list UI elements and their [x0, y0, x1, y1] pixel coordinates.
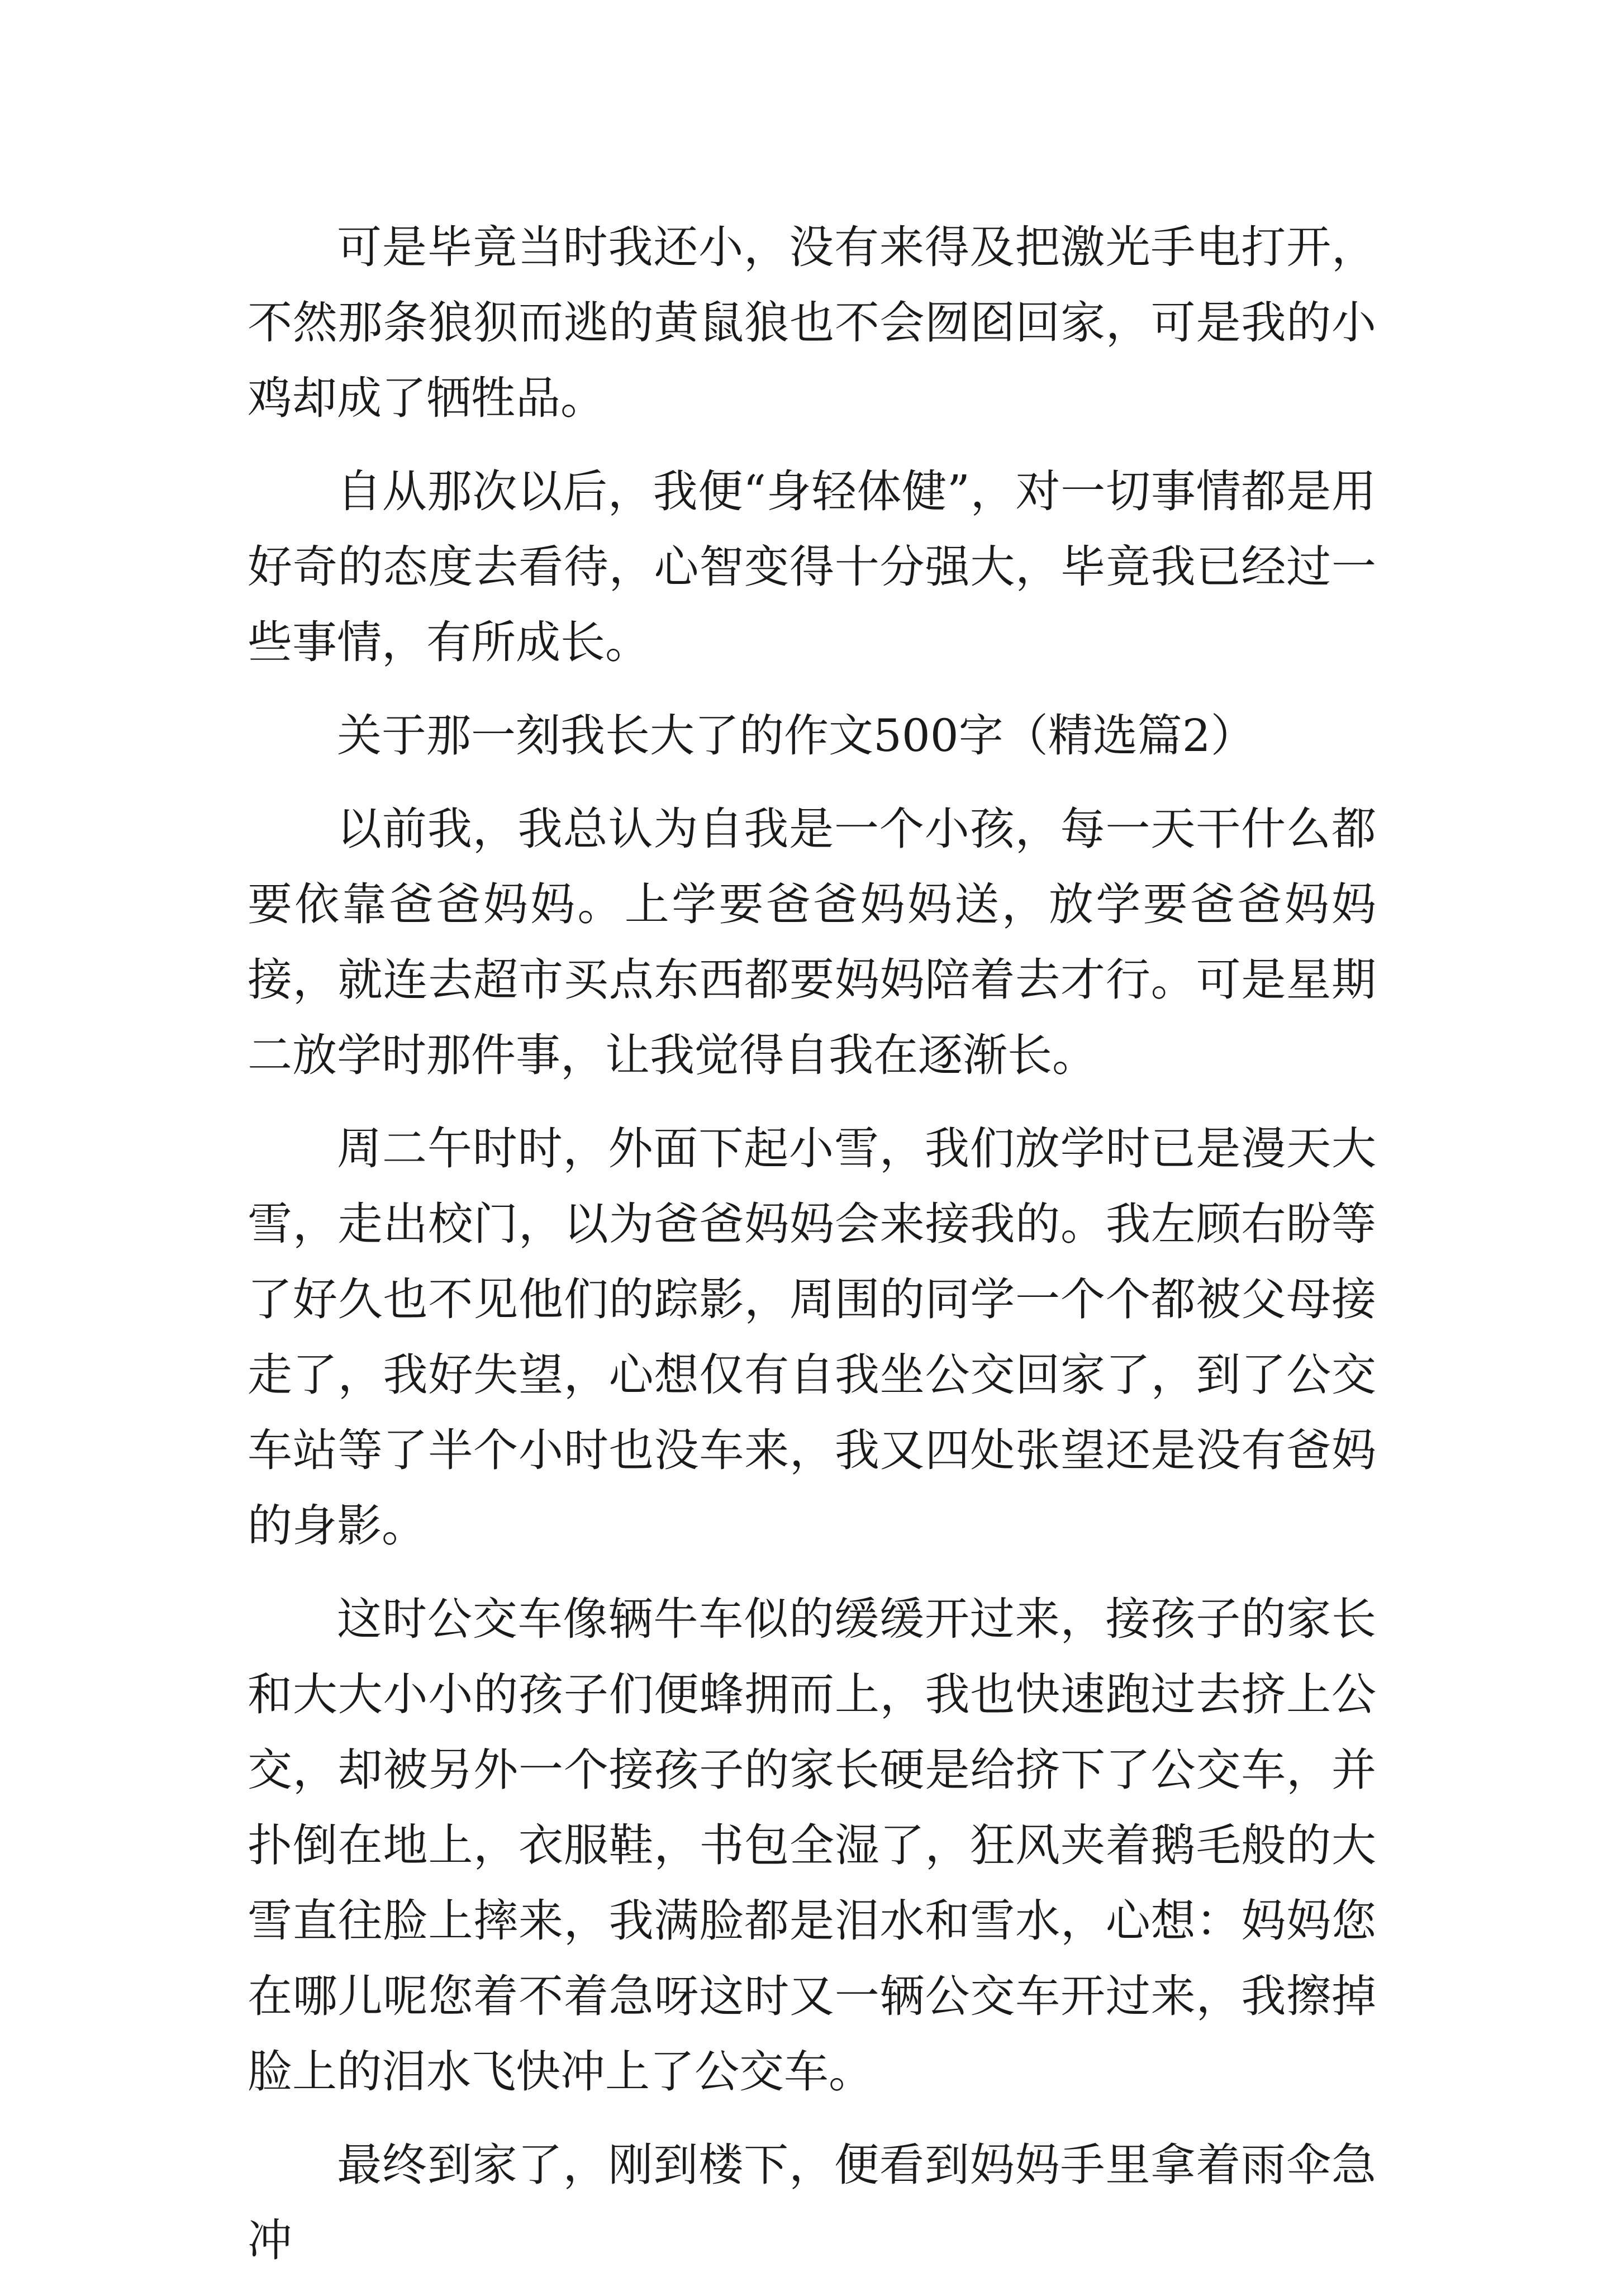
section-title: 关于那一刻我长大了的作文500字（精选篇2）: [337, 710, 1255, 762]
paragraph: 周二午时时，外面下起小雪，我们放学时已是漫天大雪，走出校门，以为爸爸妈妈会来接我的。我左顾右盼等了好久也不见他们的踪影，周围的同学一个个都被父母接走了，我好失望，心想仅有自我坐公交回家了，到了公交车站等了半个小时也没车来，我又四处张望还是没有爸妈的身影。: [248, 1123, 1376, 1552]
paragraph: 以前我，我总认为自我是一个小孩，每一天干什么都要依靠爸爸妈妈。上学要爸爸妈妈送，放学要爸爸妈妈接，就连去超市买点东西都要妈妈陪着去才行。可是星期二放学时那件事，让我觉得自我在逐渐长。: [248, 803, 1376, 1081]
paragraph: 这时公交车像辆牛车似的缓缓开过来，接孩子的家长和大大小小的孩子们便蜂拥而上，我也快速跑过去挤上公交，却被另外一个接孩子的家长硬是给挤下了公交车，并扑倒在地上，衣服鞋，书包全湿了，狂风夹着鹅毛般的大雪直往脸上摔来，我满脸都是泪水和雪水，心想：妈妈您在哪儿呢您着不着急呀这时又一辆公交车开过来，我擦掉脸上的泪水飞快冲上了公交车。: [248, 1593, 1376, 2098]
paragraph: 最终到家了，刚到楼下，便看到妈妈手里拿着雨伞急冲: [248, 2139, 1376, 2266]
document-body: [248, 210, 1376, 2296]
paragraph: 自从那次以后，我便“身轻体健”，对一切事情都是用好奇的态度去看待，心智变得十分强大，毕竟我已经过一些事情，有所成长。: [248, 465, 1376, 668]
paragraph: 可是毕竟当时我还小，没有来得及把激光手电打开，不然那条狼狈而逃的黄鼠狼也不会囫囵回家，可是我的小鸡却成了牺牲品。: [248, 221, 1376, 424]
